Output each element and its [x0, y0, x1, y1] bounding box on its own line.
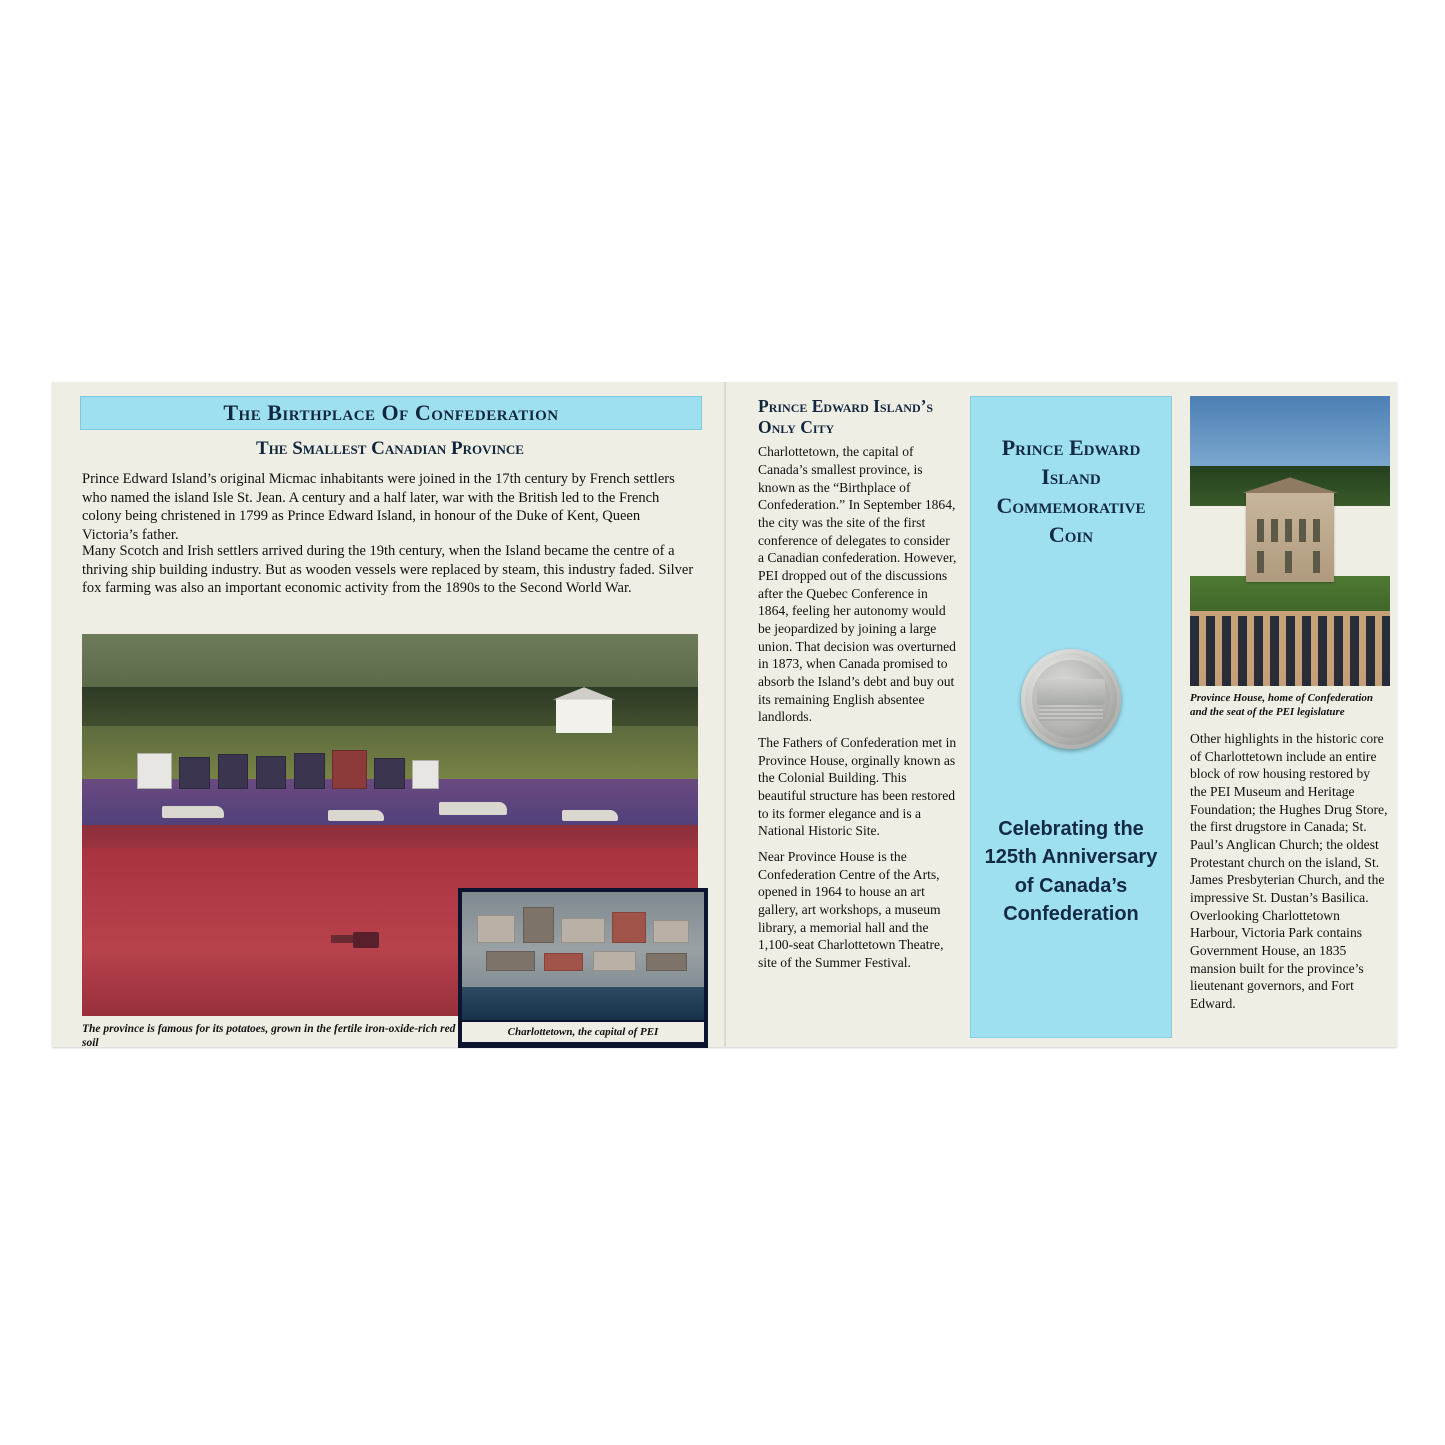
coin-folder: [52, 382, 1397, 1050]
middle-paragraph-2: The Fathers of Confederation met in Province House, orginally known as the Colonial Building. This beautiful structure has been restored to its former elegance and is a National Historic Site.: [758, 735, 957, 839]
middle-paragraph-1: Charlottetown, the capital of Canada’s smallest province, is known as the “Birthplace of Confederation.” In September 1864, the city was the site of the first conference of delegates to consider a Canadian confederation. However, PEI dropped out of the discussions after the Quebec Conference in 1864, feeling her autonomy would be jeopardized by joining a large union. That decision was overturned in 1873, when Canada promised to absorb the Island’s debt and buy out its remaining English absentee landlords.: [758, 444, 957, 725]
inset-harbour-water: [462, 987, 704, 1020]
right-photo-caption: Province House, home of Confederation and the seat of the PEI legislature: [1190, 692, 1374, 718]
left-panel: [80, 396, 700, 1050]
left-subheading: The Smallest Canadian Province: [256, 438, 524, 459]
photo-province-house: [1190, 396, 1390, 686]
photo-tractor: [353, 932, 379, 948]
right-column: [1190, 396, 1390, 1036]
middle-paragraph-3: Near Province House is the Confederation Centre of the Arts, opened in 1964 to house an art gallery, art workshops, a museum library, a memorial hall and the 1,100-seat Charlottetown Theatre, site of the Summer Festival.: [758, 849, 944, 971]
coin-panel-subtitle: Celebrating the 125th Anniversary of Canada’s Confederation: [984, 818, 1158, 926]
province-house-building: [1246, 492, 1334, 582]
photo-charlottetown-aerial: [458, 888, 708, 1048]
photo-fishing-sheds: [137, 739, 519, 789]
inset-image: [462, 892, 704, 1020]
coin-display-panel: [970, 396, 1172, 1038]
middle-body: [758, 443, 958, 971]
province-house-chair-rows: [1190, 616, 1390, 686]
coin-panel-title: Prince Edward Island Commemorative Coin: [996, 435, 1146, 548]
commemorative-coin: [1021, 649, 1121, 749]
inset-caption-text: Charlottetown, the capital of PEI: [507, 1026, 659, 1038]
coin-relief-lines: [1039, 707, 1103, 721]
coin-holder: [1021, 649, 1121, 749]
middle-column: [758, 396, 958, 1036]
left-paragraph-2: Many Scotch and Irish settlers arrived during the 19th century, when the Island became the centre of a thriving ship building industry. But as wooden vessels were replaced by steam, this industry faded. Silver fox farming was also an important economic activity from the 1890s to the Second World War.: [82, 543, 694, 597]
left-paragraph-1: Prince Edward Island’s original Micmac inhabitants were joined in the 17th century by French settlers who named the island Isle St. Jean. A century and a half later, war with the British led to the French colony being christened in 1799 as Prince Edward Island, in honour of the Duke of Kent, Queen Victoria’s father.: [82, 471, 675, 543]
inset-caption-bar: [462, 1022, 704, 1042]
folder-fold-crease: [724, 382, 726, 1047]
right-paragraph-1: Other highlights in the historic core of Charlottetown include an entire block of row housing restored by the PEI Museum and Heritage Foundation; the Hughes Drug Store, the first drugstore in Canada; St. Paul’s Anglican Church; the oldest Protestant church on the island, St. James Presbyterian Church, and the impressive St. Dustan’s Basilica. Overlooking Charlottetown Harbour, Victoria Park contains Government House, an 1835 mansion built for the province’s lieutenant governors, and Fort Edward.: [1190, 731, 1388, 1012]
banner-title-bar: [80, 396, 702, 430]
middle-heading: Prince Edward Island’s Only City: [758, 396, 934, 437]
left-photo-caption: The province is famous for its potatoes, grown in the fertile iron-oxide-rich red soil: [82, 1023, 456, 1050]
coin-relief-scene: [1037, 679, 1105, 705]
banner-title: The Birthplace Of Confederation: [223, 400, 559, 425]
photo-white-house: [556, 699, 611, 733]
